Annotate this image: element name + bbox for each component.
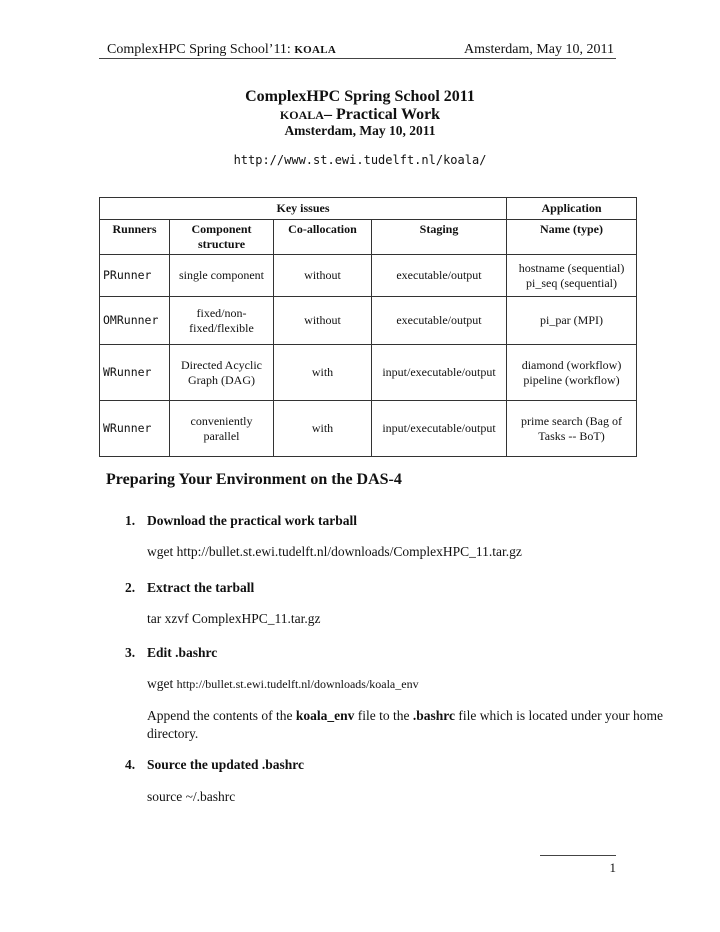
structure-cell: single component — [170, 255, 274, 297]
step-title-text: Edit .bashrc — [147, 645, 218, 660]
running-header-left — [107, 42, 336, 58]
running-header-right: Amsterdam, May 10, 2011 — [464, 42, 614, 57]
step-2-title — [125, 580, 254, 596]
doc-subtitle — [0, 106, 720, 124]
footer-rule — [540, 855, 616, 856]
runner-cell: PRunner — [100, 255, 170, 297]
col-runners: Runners — [100, 220, 170, 255]
staging-cell: executable/output — [372, 297, 507, 345]
para-text: file to the — [354, 708, 413, 723]
step-title-text: Extract the tarball — [147, 580, 255, 595]
para-text: Append the contents of the — [147, 708, 296, 723]
para-text: file which is located under your home directory. — [147, 708, 664, 741]
structure-cell: fixed/non-fixed/flexible — [170, 297, 274, 345]
app-cell: diamond (workflow) pipeline (workflow) — [507, 345, 637, 401]
step-4-title — [125, 757, 304, 773]
step-3-title — [125, 645, 217, 661]
structure-cell: conveniently parallel — [170, 401, 274, 457]
page-number: 1 — [609, 860, 616, 875]
koala-url-link[interactable]: http://www.st.ewi.tudelft.nl/koala/ — [233, 153, 487, 167]
runner-cell: WRunner — [100, 345, 170, 401]
step-number: 4. — [125, 757, 136, 772]
header-koala-smallcaps: KOALA — [294, 44, 337, 56]
step-3-command — [147, 676, 419, 692]
app-cell: hostname (sequential) pi_seq (sequential) — [507, 255, 637, 297]
key-issues-header: Key issues — [100, 198, 507, 220]
runner-cell: WRunner — [100, 401, 170, 457]
header-left-text: ComplexHPC Spring School’11: — [107, 42, 295, 57]
doc-date: Amsterdam, May 10, 2011 — [284, 123, 436, 138]
subtitle-rest: – Practical Work — [323, 106, 441, 123]
step-3-paragraph — [147, 707, 667, 743]
table-row — [100, 297, 637, 345]
bashrc-file: .bashrc — [412, 708, 455, 723]
col-staging: Staging — [372, 220, 507, 255]
step-number: 3. — [125, 645, 136, 660]
header-rule — [99, 58, 616, 59]
step-1-title — [125, 513, 357, 529]
app-cell: pi_par (MPI) — [507, 297, 637, 345]
structure-cell: Directed Acyclic Graph (DAG) — [170, 345, 274, 401]
col-name-type: Name (type) — [507, 220, 637, 255]
staging-cell: input/executable/output — [372, 345, 507, 401]
step-number: 2. — [125, 580, 136, 595]
key-issues-table — [99, 197, 637, 457]
subtitle-koala: KOALA — [279, 108, 324, 122]
step-title-text: Download the practical work tarball — [147, 513, 357, 528]
coalloc-cell: without — [274, 255, 372, 297]
table-row — [100, 345, 637, 401]
staging-cell: executable/output — [372, 255, 507, 297]
koala-env-file: koala_env — [295, 708, 355, 723]
step-title-text: Source the updated .bashrc — [147, 757, 305, 772]
coalloc-cell: without — [274, 297, 372, 345]
col-component-structure: Component structure — [170, 220, 274, 255]
step-2-command: tar xzvf ComplexHPC_11.tar.gz — [147, 611, 321, 626]
step-number: 1. — [125, 513, 136, 528]
table-row — [100, 401, 637, 457]
section-heading: Preparing Your Environment on the DAS-4 — [106, 471, 402, 488]
step-4-command: source ~/.bashrc — [147, 789, 236, 804]
coalloc-cell: with — [274, 401, 372, 457]
doc-title: ComplexHPC Spring School 2011 — [245, 88, 475, 105]
staging-cell: input/executable/output — [372, 401, 507, 457]
runner-cell: OMRunner — [100, 297, 170, 345]
app-cell: prime search (Bag of Tasks -- BoT) — [507, 401, 637, 457]
col-co-allocation: Co-allocation — [274, 220, 372, 255]
coalloc-cell: with — [274, 345, 372, 401]
step-1-command: wget http://bullet.st.ewi.tudelft.nl/downloads/ComplexHPC_11.tar.gz — [147, 544, 522, 559]
application-header: Application — [507, 198, 637, 220]
cmd-prefix: wget — [147, 676, 177, 691]
table-row — [100, 255, 637, 297]
cmd-url: http://bullet.st.ewi.tudelft.nl/downloads/koala_env — [176, 677, 419, 691]
